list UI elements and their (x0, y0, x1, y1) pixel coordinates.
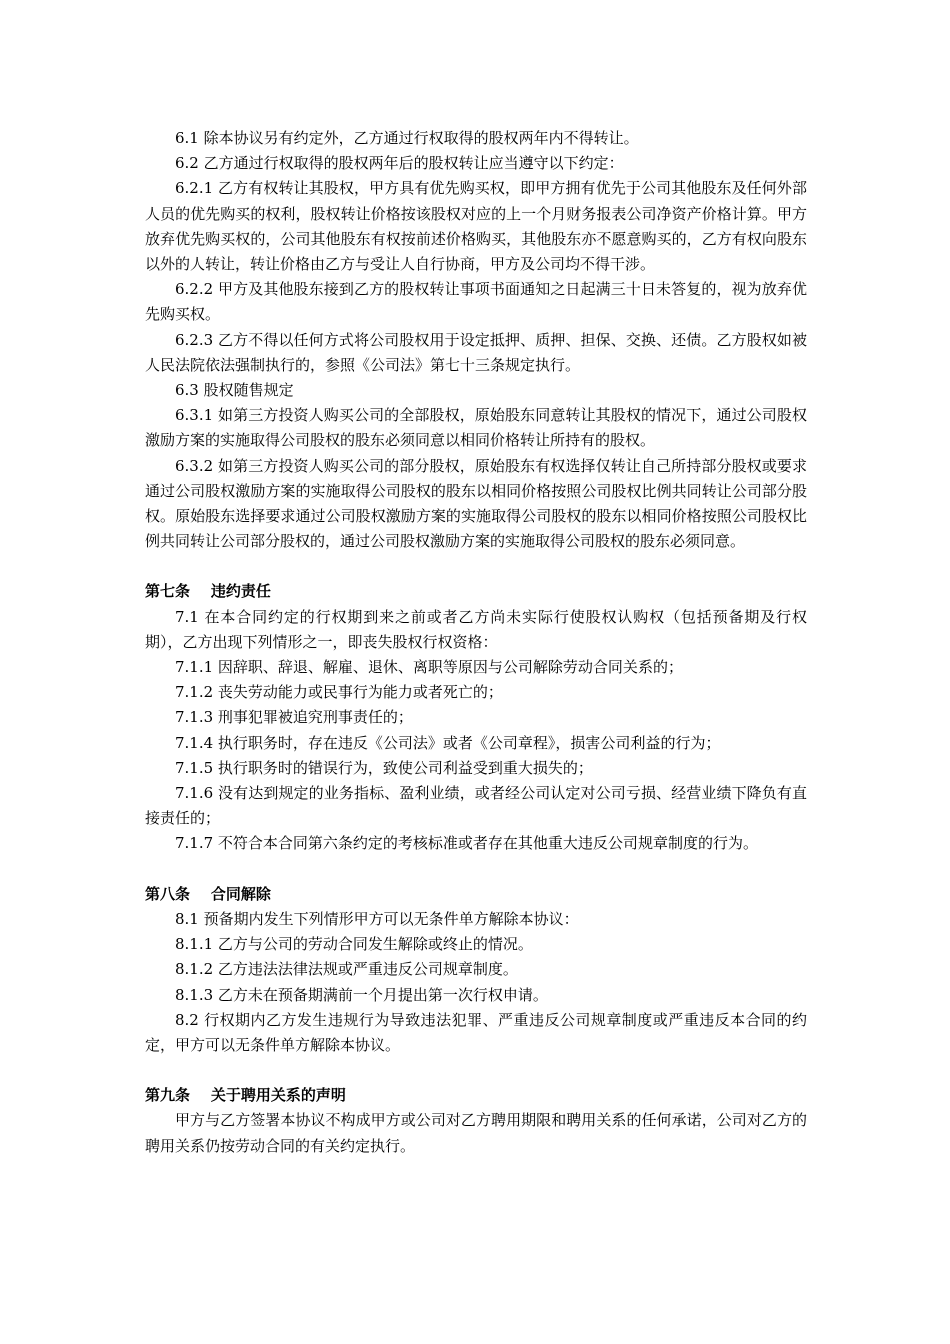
clause-6-2-2: 6.2.2 甲方及其他股东接到乙方的股权转让事项书面通知之日起满三十日未答复的，视为放弃优先购买权。 (145, 280, 807, 324)
clause-7-1-4: 7.1.4 执行职务时，存在违反《公司法》或者《公司章程》，损害公司利益的行为； (175, 733, 721, 752)
clause-8-1: 8.1 预备期内发生下列情形甲方可以无条件单方解除本协议： (175, 909, 579, 928)
clause-6-2: 6.2 乙方通过行权取得的股权两年后的股权转让应当遵守以下约定： (175, 154, 624, 173)
section-9-heading: 第九条 关于聘用关系的声明 (145, 1086, 346, 1105)
clause-9-statement: 甲方与乙方签署本协议不构成甲方或公司对乙方聘用期限和聘用关系的任何承诺，公司对乙方的聘用关系仍按劳动合同的有关约定执行。 (145, 1111, 807, 1155)
section-7-heading: 第七条 违约责任 (145, 582, 271, 601)
clause-7-1-5: 7.1.5 执行职务时的错误行为，致使公司利益受到重大损失的； (175, 758, 593, 777)
clause-6-3-2: 6.3.2 如第三方投资人购买公司的部分股权，原始股东有权选择仅转让自己所持部分股权或要求通过公司股权激励方案的实施取得公司股权的股东以相同价格按照公司股权比例共同转让公司部分股权。原始股东选择要求通过公司股权激励方案的实施取得公司股权的股东以相同价格按照公司股权比例共同转让公司部分股权的，通过公司股权激励方案的实施取得公司股权的股东必须同意。 (145, 456, 807, 551)
section-8-heading: 第八条 合同解除 (145, 884, 271, 903)
clause-8-2: 8.2 行权期内乙方发生违规行为导致违法犯罪、严重违反公司规章制度或严重违反本合同的约定，甲方可以无条件单方解除本协议。 (145, 1010, 807, 1054)
section-8 (145, 882, 807, 1058)
document-body (145, 126, 807, 1159)
clause-7-1-7: 7.1.7 不符合本合同第六条约定的考核标准或者存在其他重大违反公司规章制度的行为。 (175, 834, 758, 853)
section-7 (145, 579, 807, 856)
clause-6-2-1: 6.2.1 乙方有权转让其股权，甲方具有优先购买权，即甲方拥有优先于公司其他股东及任何外部人员的优先购买的权利，股权转让价格按该股权对应的上一个月财务报表公司净资产价格计算。甲方放弃优先购买权的，公司其他股东有权按前述价格购买，其他股东亦不愿意购买的，乙方有权向股东以外的人转让，转让价格由乙方与受让人自行协商，甲方及公司均不得干涉。 (145, 179, 807, 274)
clause-8-1-1: 8.1.1 乙方与公司的劳动合同发生解除或终止的情况。 (175, 935, 533, 954)
clause-6-2-3: 6.2.3 乙方不得以任何方式将公司股权用于设定抵押、质押、担保、交换、还债。乙方股权如被人民法院依法强制执行的，参照《公司法》第七十三条规定执行。 (145, 330, 807, 374)
clause-7-1-2: 7.1.2 丧失劳动能力或民事行为能力或者死亡的； (175, 683, 503, 702)
clause-6-3-1: 6.3.1 如第三方投资人购买公司的全部股权，原始股东同意转让其股权的情况下，通过公司股权激励方案的实施取得公司股权的股东必须同意以相同价格转让所持有的股权。 (145, 406, 807, 450)
section-6 (145, 126, 807, 554)
clause-6-1: 6.1 除本协议另有约定外，乙方通过行权取得的股权两年内不得转让。 (175, 129, 639, 147)
clause-7-1: 7.1 在本合同约定的行权期到来之前或者乙方尚未实际行使股权认购权（包括预备期及行权期），乙方出现下列情形之一，即丧失股权行权资格： (145, 607, 807, 651)
clause-7-1-3: 7.1.3 刑事犯罪被追究刑事责任的； (175, 708, 413, 727)
clause-7-1-1: 7.1.1 因辞职、辞退、解雇、退休、离职等原因与公司解除劳动合同关系的； (175, 658, 683, 677)
clause-7-1-6: 7.1.6 没有达到规定的业务指标、盈利业绩，或者经公司认定对公司亏损、经营业绩下降负有直接责任的； (145, 784, 807, 828)
section-9 (145, 1083, 807, 1159)
clause-8-1-3: 8.1.3 乙方未在预备期满前一个月提出第一次行权申请。 (175, 985, 548, 1004)
clause-8-1-2: 8.1.2 乙方违法法律法规或严重违反公司规章制度。 (175, 960, 518, 979)
clause-6-3: 6.3 股权随售规定 (175, 381, 294, 400)
